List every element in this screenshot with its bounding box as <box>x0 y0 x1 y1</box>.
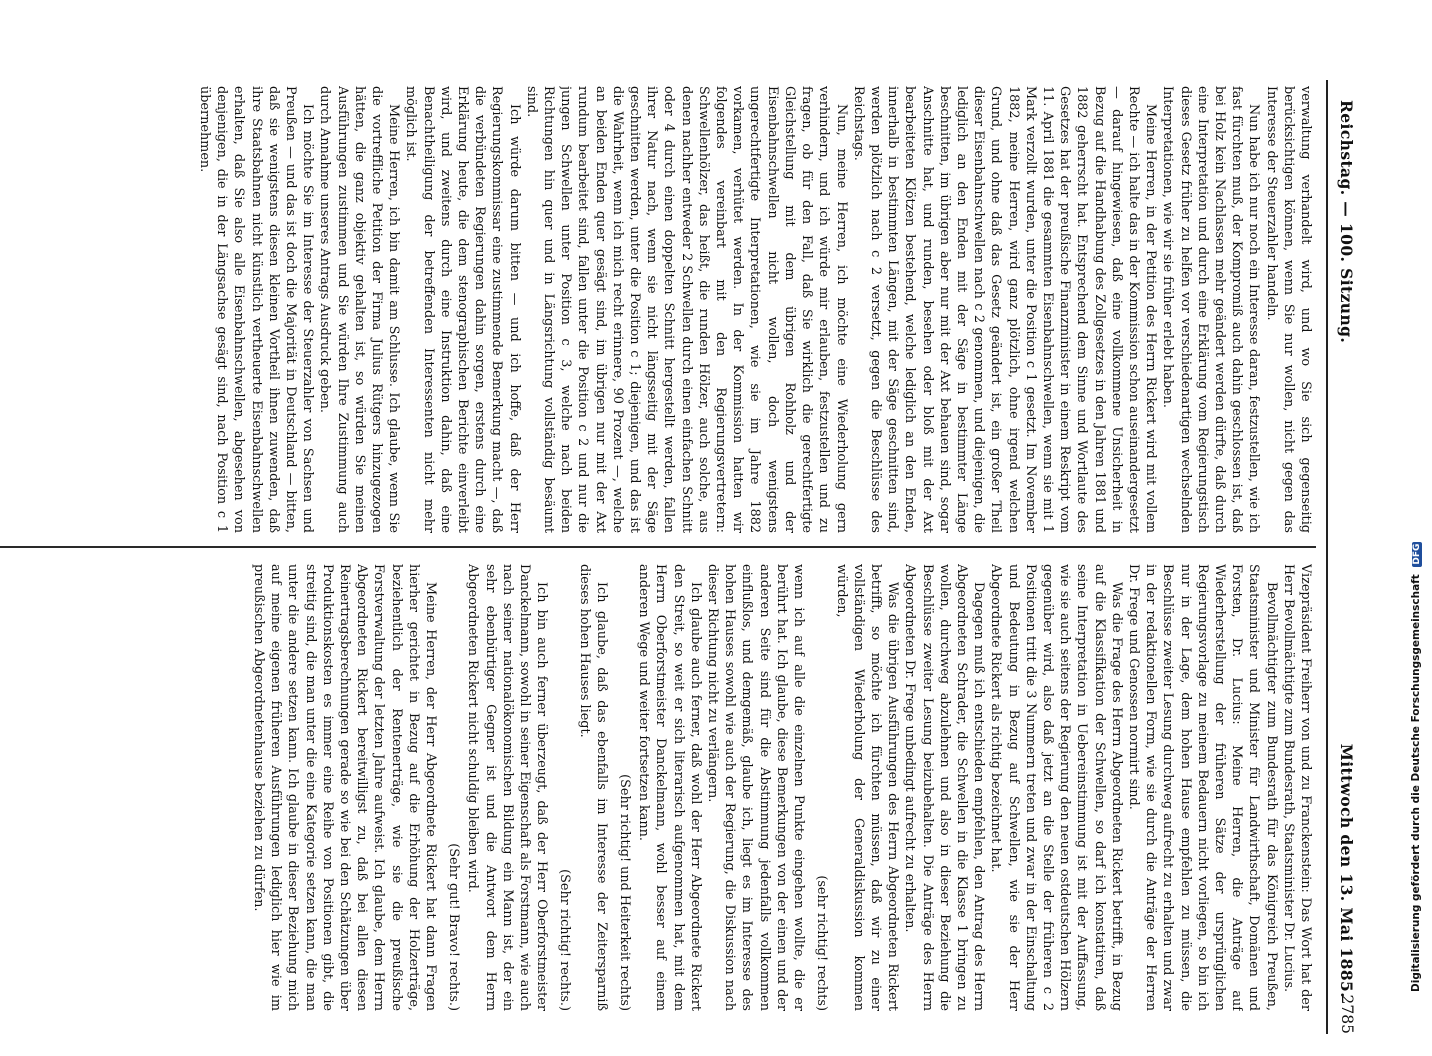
digitization-text: Digitalisierung gefördert durch die Deutsche Forschungsgemeinschaft <box>1410 574 1422 992</box>
right-column-remark: (Sehr richtig! und Heiterkeit rechts) <box>617 774 633 1011</box>
right-column-paragraph: Ich glaube auch ferner, daß wohl der Herr Abgeordnete Rickert den Streit, so weit er sich literarisch aufgenommen hat, mit dem Herrn Oberforstmeister Danckelmann, wohl besser auf einem anderen Wege und weiter fortsetzen kann. <box>636 564 703 1011</box>
right-column-remark: (Sehr gut! Bravo! rechts.) <box>446 843 462 1011</box>
right-column-remark: (Sehr richtig! rechts.) <box>557 869 573 1011</box>
rotated-page <box>0 56 1376 1056</box>
header-page-number: 2785 <box>1338 994 1356 1034</box>
left-column-paragraph: Nun habe ich nur noch ein Interesse daran, festzustellen, wie ich fast fürchten muß, der Kompromiß auch dahin geschlossen ist, daß bei Holz kein Nachlassen mehr geändert werden dürfte, daß durch eine Interpretation und durch eine Erklärung vom Regierungstisch dieses Gesetz früher zu helfen vor verschiedenartigen wechselnden Interpretationen, wie wir sie früher erlebt haben. <box>1160 86 1262 533</box>
left-column-paragraph: Meine Herren, in der Petition des Herrn Rickert wird mit vollem Rechte — ich halte das in der Kommission schon auseinandergesetzt — darauf hingewiesen, daß eine vollkommene Unsicherheit in Bezug auf die Handhabung des Zollgesetzes in den Jahren 1881 und 1882 geherrscht hat. Entsprechend dem Sinne und Wortlaute des Gesetzes hat der preußische Finanzminister in einem Reskript vom 11. April 1881 die gesammten Eisenbahnschwellen, wenn sie mit 1 Mark verzollt wurden, unter die Position c 1 gesetzt. Im November 1882, meine Herren, wird ganz plötzlich, ohne irgend welchen Grund, und ohne daß das Gesetz geändert ist, ein großer Theil dieser Eisenbahnschwellen nach c 2 genommen, und diejenigen, die lediglich an den Enden mit der Säge in bestimmter Länge beschnitten, im übrigen aber nur mit der Axt behauen sind, sogar Anschnitte hat, und runden, besehen oder bloß mit der Axt bearbeiteten Klötzen bestehend, welche lediglich an den Enden, innerhalb in bestimmten Längen, mit der Säge geschnitten sind, werden plötzlich nach c 2 versetzt, gegen die Beschlüsse des Reichstags. <box>850 86 1159 533</box>
header-date: Mittwoch den 13. Mai 1885. <box>1337 743 1356 998</box>
right-column-paragraph: Was die übrigen Ausführungen des Herrn Abgeordneten Rickert betrifft, so möchte ich fürchten müssen, daß wir zu einer vollständigen Wiederholung der Generaldiskussion kommen würden, <box>833 564 901 1011</box>
right-column-paragraph: Was die Frage des Herrn Abgeordneten Rickert betrifft, in Bezug auf die Klassifikation der Schwellen, so darf ich konstatiren, daß seine Interpretation in Uebereinstimmung ist mit der Auffassung, wie sie auch seitens der Regierung den neuen ostdeutschen Hölzern gegenüber wird, also daß jetzt an die Stelle der früheren c 2 Positionen tritt die 3 Nummern treten und zwar in der Einschaltung und Bedeutung in Bezug auf Schwellen, wie sie der Herr Abgeordnete Rickert als richtig bezeichnet hat. <box>988 564 1124 1011</box>
left-column-paragraph: verwaltung verhandelt wird, und wo Sie sich gegenseitig berücksichtigen können, wenn Sie nur wollen, nicht gegen das Interesse der Steuerzahler handeln. <box>1263 86 1313 533</box>
right-column-paragraph: Bevollmächtigter zum Bundesrath für das Königreich Preußen, Staatsminister und Minister für Landwirthschaft, Domänen und Forsten, Dr. Lucius: Meine Herren, die Anträge auf Wiederherstellung der früheren Sätze der ursprünglichen Regierungsvorlage zu meinem Bedauern nicht vorliegen, so bin ich nur in der Lage, dem hohen Hause empfehlen zu müssen, die Beschlüsse zweiter Lesung durchweg aufrecht zu erhalten und zwar in der redaktionellen Form, wie sie durch die Anträge der Herren Dr. Frege und Genossen normirt sind. <box>1125 564 1279 1011</box>
dfg-logo: DFG <box>1412 543 1422 565</box>
right-column-paragraph: Ich glaube, daß das ebenfalls im Interesse der Zeitersparniß dieses hohen Hauses liegt. <box>576 564 609 1011</box>
right-column-paragraph: Vizepräsident Freiherr von und zu Franckenstein: Das Wort hat der Herr Bevollmächtigte zum Bundesrath, Staatsminister Dr. Lucius. <box>1280 564 1313 1011</box>
right-column-paragraph: Ich bin auch ferner überzeugt, daß der Herr Oberforstmeister Danckelmann, sowohl in seiner Eigenschaft als Forstmann, wie auch nach seiner nationalökonomischen Bildung ein Mann ist, der ein sehr ebenbürtiger Gegner ist und die Antwort dem Herrn Abgeordneten Rickert nicht schuldig bleiben wird. <box>465 564 550 1011</box>
page-header <box>1326 80 1362 1034</box>
header-session: Reichstag. — 100. Sitzung. <box>1337 100 1356 344</box>
right-column-paragraph: Meine Herren, der Herr Abgeordnete Rickert hat dann Fragen hierher gerichtet in Bezug auf die Erhöhung der Holzerträge, beziehentlich der Rentenerträge, wie sie die preußische Forstverwaltung der letzten Jahre aufweist. Ich glaube, dem Herrn Abgeordneten Rickert bereitwilligst zu, daß bei allen diesen Reinertragsberechnungen gerade so wie bei den Schätzungen über Produktionskosten es immer eine Reihe von Positionen gibt, die streitig sind, die man unter die eine Kategorie setzen kann, die man unter die andere setzen kann. Ich glaube in dieser Beziehung mich auf meine eigenen früheren Ausführungen lediglich hier wie im preußischen Abgeordnetenhause beziehen zu dürfen. <box>251 564 439 1011</box>
right-column <box>14 564 1314 1011</box>
right-column-paragraph: wenn ich auf alle die einzelnen Punkte eingehen wollte, die er berührt hat. Ich glaube, diese Bemerkungen von der einen und der anderen Seite sind für die Abstimmung jedenfalls vollkommen einflußlos, und demgemäß, glaube ich, liegt es im Interesse des hohen Hauses sowohl wie auch der Regierung, die Diskussion nach dieser Richtung nicht zu verlängern. <box>705 564 807 1011</box>
right-column-remark: (sehr richtig! rechts) <box>814 875 830 1011</box>
right-column-paragraph: Dagegen muß ich entschieden empfehlen, den Antrag des Herrn Abgeordneten Schrader, die Schwellen in die Klasse 1 bringen zu wollen, durchweg abzulehnen und also in dieser Beziehung die Beschlüsse zweiter Lesung beizubehalten. Die Anträge des Herrn Abgeordneten Dr. Frege unbedingt aufrecht zu erhalten. <box>902 564 987 1011</box>
left-column <box>14 86 1314 533</box>
left-column-paragraph: Ich würde darum bitten — und ich hoffe, daß der Herr Regierungskommissar eine zustimmende Bemerkung macht —, daß die verbündeten Regierungen dahin sorgen, erstens durch eine Erklärung heute, die dem stenographischen Berichte einverleibt wird, und zweitens durch eine Instruktion dahin, daß eine Benachtheiligung der betreffenden Interessenten nicht mehr möglich ist. <box>403 86 522 533</box>
left-column-paragraph: Ich möchte Sie im Interesse der Steuerzahler von Sachsen und Preußen — und das ist doch die Majorität in Deutschland — bitten, daß sie wenigstens diesen kleinen Vortheil ihnen zuwenden, daß ihre Staatsbahnen nicht künstlich vertheuerte Eisenbahnschwellen erhalten, daß Sie also alle Eisenbahnschwellen, abgesehen von denjenigen, die in der Längsachse gesägt sind, nach Position c 1 übernehmen. <box>197 86 316 533</box>
left-column-paragraph: Meine Herren, ich bin damit am Schlusse. Ich glaube, wenn Sie die vortreffliche Petition der Firma Julius Rütgers hinzugezogen hätten, die ganz objektiv gehalten ist, so würden Sie meinen Ausführungen zustimmen und Sie würden Ihre Zustimmung auch durch Annahme unseres Antrags Ausdruck geben. <box>317 86 402 533</box>
left-column-paragraph: Nun, meine Herren, ich möchte eine Wiederholung gern verhindern, und ich würde mir erlauben, festzustellen und zu fragen, ob für den Fall, daß Sie wirklich die gerechtfertigte Gleichstellung mit dem übrigen Rohholz und der Eisenbahnschwellen nicht wollen, doch wenigstens ungerechtfertigte Interpretationen, wie sie im Jahre 1882 vorkamen, verhütet werden. In der Kommission hatten wir folgendes vereinbart mit den Regierungsvertretern: Schwellenhölzer, das heißt, die runden Hölzer, auch solche, aus denen nachher entweder 2 Schwellen durch einen einfachen Schnitt oder 4 durch einen doppelten Schnitt hergestellt werden, fallen ihrer Natur nach, wenn sie nicht längsseitig mit der Säge geschnitten werden, unter die Position c 1; diejenigen, und das ist die Wahrheit, wenn ich mich recht erinnere, 90 Prozent —, welche an beiden Enden quer gesägt sind, im übrigen nur mit der Axt rundum bearbeitet sind, fallen unter die Position c 2 und nur die jungen Schwellen unter Position c 3, welche nach beiden Richtungen hin quer und in Längsrichtung vollständig besäumt sind. <box>523 86 849 533</box>
digitization-note <box>1410 542 1422 992</box>
column-divider <box>0 546 1316 548</box>
